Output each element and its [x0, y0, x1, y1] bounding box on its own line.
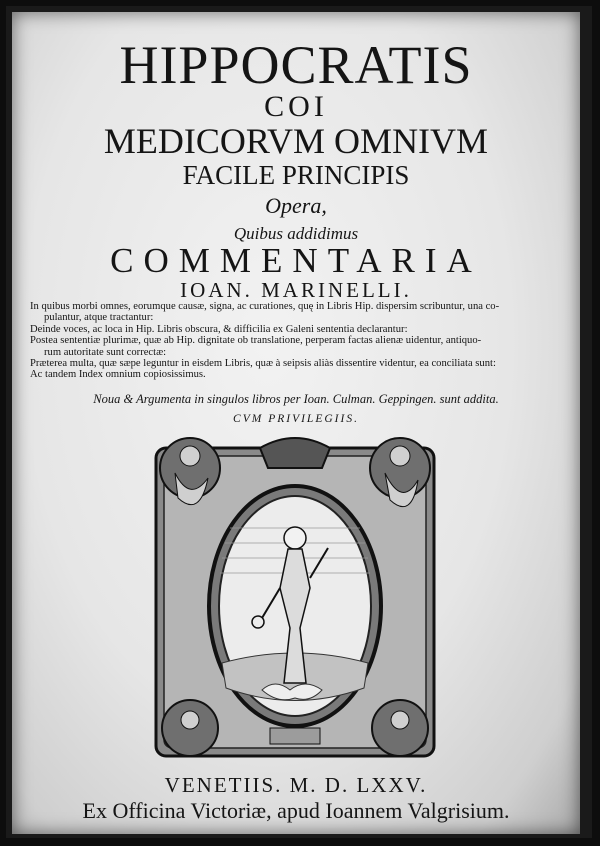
- contents-line: In quibus morbi omnes, eorumque causæ, signa, ac curationes, quę in Libris Hip. dispersim scribuntur, una co-: [30, 301, 500, 312]
- contents-line: Præterea multa, quæ sæpe leguntur in eisdem Libris, quæ à seipsis aliàs dissentire videntur, ea conciliata sunt:: [30, 358, 496, 370]
- contents-line: Postea sententiæ plurimæ, quæ ab Hip. dignitate ob translatione, perperam factas alienæ uidentur, antiquo-: [30, 335, 482, 347]
- contents-line: Deinde voces, ac loca in Hip. Libris obscura, & difficilia ex Galeni sententia declarantur:: [30, 323, 408, 335]
- title-medicorum: MEDICORVM OMNIVM: [103, 121, 489, 161]
- printer-emblem-icon: [150, 428, 440, 768]
- contents-line: Ac tandem Index omnium copiosissimus.: [30, 369, 206, 381]
- author-name: IOAN. MARINELLI.: [180, 278, 412, 302]
- title-coi: COI: [264, 90, 328, 123]
- title-opera: Opera,: [265, 193, 327, 218]
- contents-line: pulantur, atque tractantur:: [44, 312, 154, 324]
- printer-imprint: Ex Officina Victoriæ, apud Ioannem Valgrisium.: [82, 798, 510, 823]
- place-and-date: VENETIIS. M. D. LXXV.: [164, 773, 428, 797]
- contents-line: rum autoritate sunt correctæ:: [44, 346, 167, 358]
- title-hippocratis: HIPPOCRATIS: [119, 35, 473, 95]
- title-commentaria: COMMENTARIA: [110, 241, 482, 280]
- privilege-line: CVM PRIVILEGIIS.: [233, 413, 359, 425]
- subtitle-quibus: Quibus addidimus: [233, 224, 359, 243]
- contents-paragraph: [30, 301, 552, 381]
- argumenta-note: Noua & Argumenta in singulos libros per Ioan. Culman. Geppingen. sunt addita.: [93, 392, 499, 406]
- title-facile-principis: FACILE PRINCIPIS: [182, 160, 410, 190]
- title-page: [12, 12, 580, 834]
